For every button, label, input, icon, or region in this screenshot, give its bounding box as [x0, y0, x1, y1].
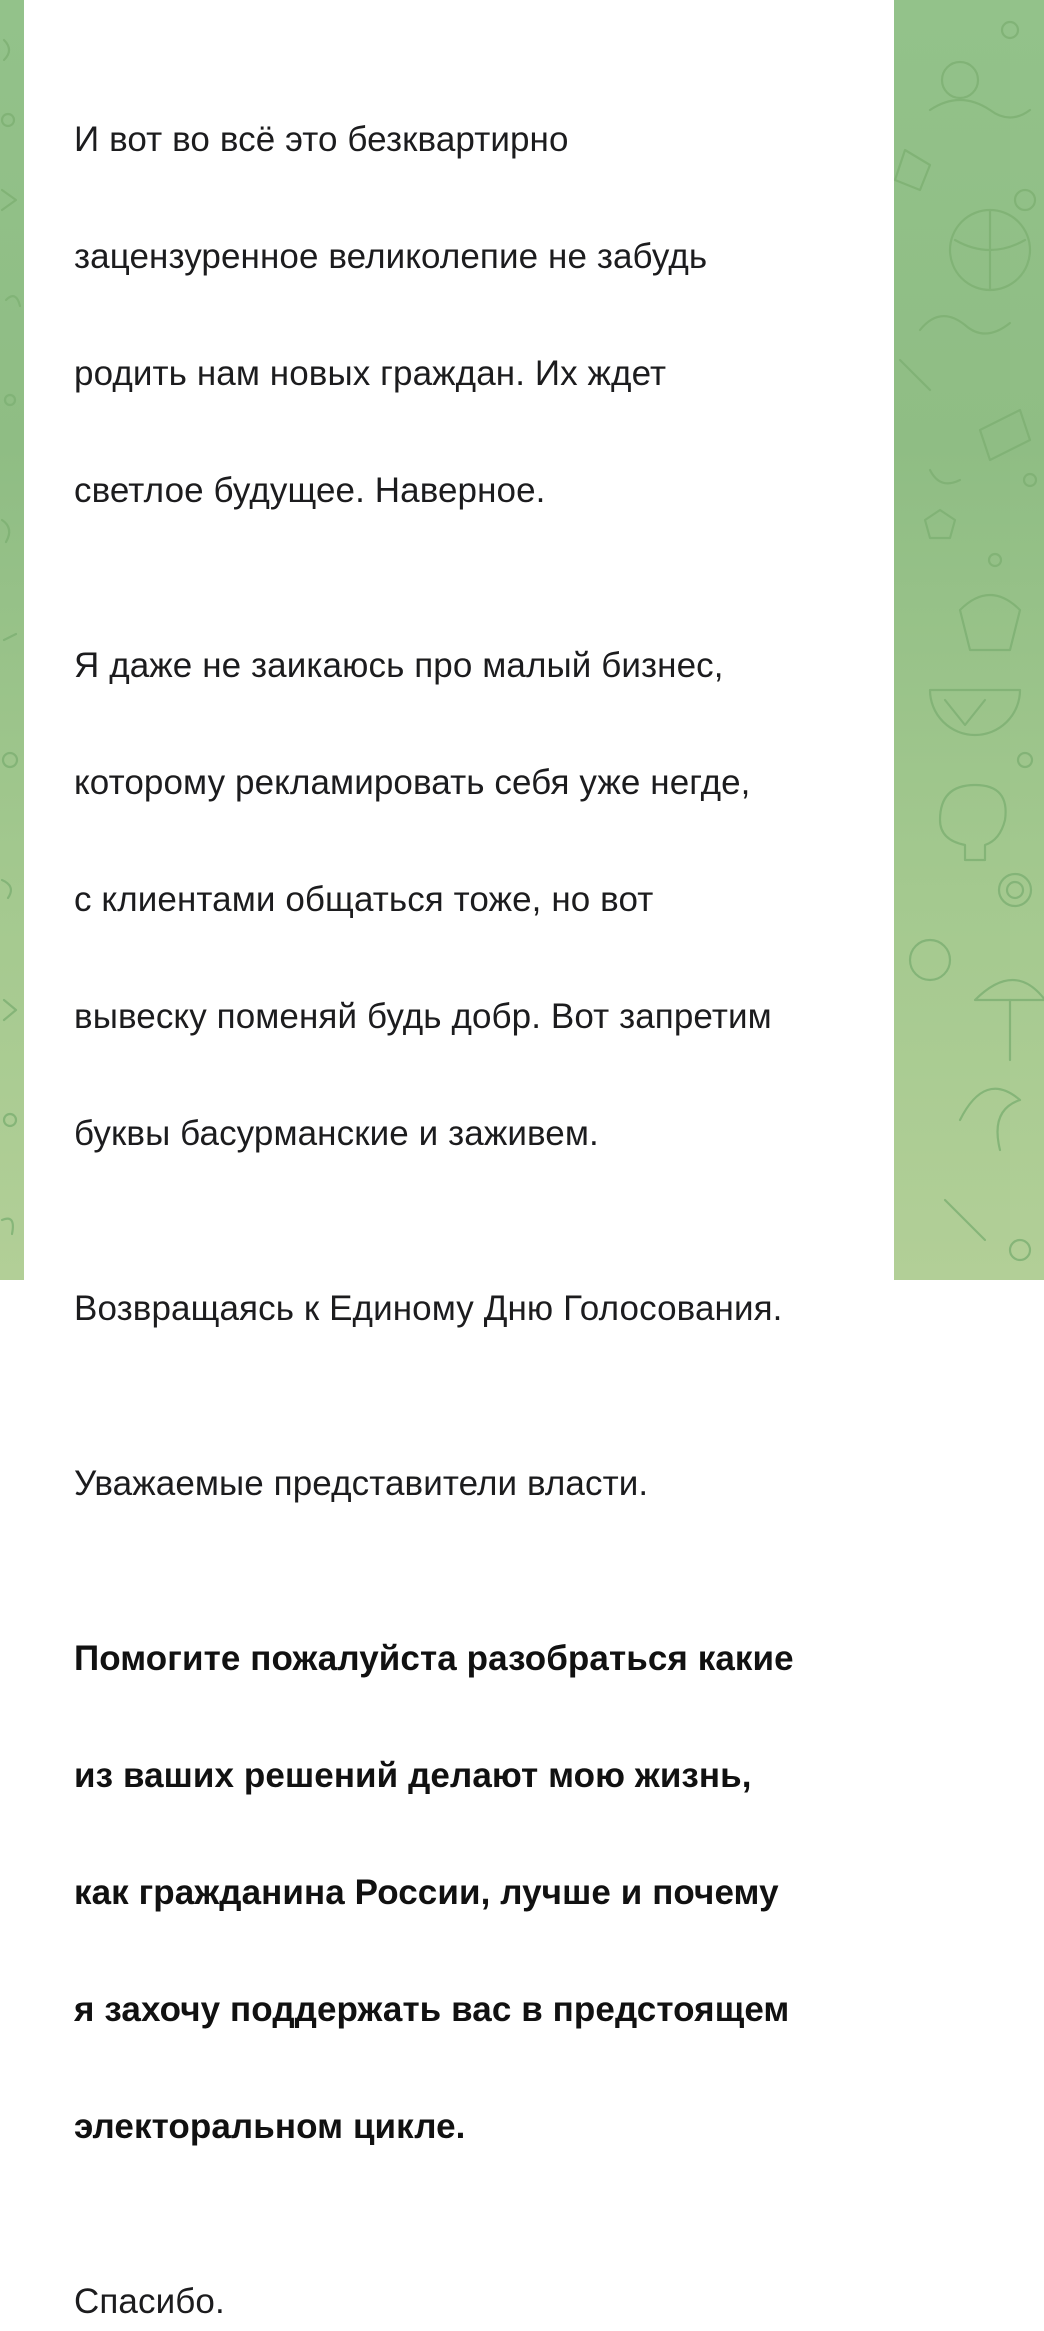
message-paragraph-bold	[74, 1571, 894, 2156]
message-bubble[interactable]	[24, 0, 894, 2321]
message-line: из ваших решений делают мою жизнь,	[74, 1755, 752, 1795]
message-line: Спасибо.	[74, 2281, 225, 2321]
message-line: я захочу поддержать вас в предстоящем	[74, 1989, 790, 2029]
message-line: с клиентами общаться тоже, но вот	[74, 879, 654, 919]
message-line: как гражданина России, лучше и почему	[74, 1872, 779, 1912]
message-line: буквы басурманские и заживем.	[74, 1113, 599, 1153]
message-line: зацензуренное великолепие не забудь	[74, 236, 708, 276]
message-line: которому рекламировать себя уже негде,	[74, 762, 751, 802]
message-line: Я даже не заикаюсь про малый бизнес,	[74, 645, 724, 685]
message-line: Помогите пожалуйста разобраться какие	[74, 1638, 794, 1678]
message-paragraph	[74, 1396, 894, 1513]
message-line: И вот во всё это безквартирно	[74, 119, 569, 159]
message-paragraph	[74, 52, 894, 520]
message-paragraph	[74, 2214, 894, 2331]
message-line: Возвращаясь к Единому Дню Голосования.	[74, 1288, 783, 1328]
message-line: электоральном цикле.	[74, 2106, 466, 2146]
message-line: вывеску поменяй будь добр. Вот запретим	[74, 996, 772, 1036]
message-line: Уважаемые представители власти.	[74, 1463, 649, 1503]
message-paragraph	[74, 578, 894, 1163]
message-line: родить нам новых граждан. Их ждет	[74, 353, 667, 393]
message-line: светлое будущее. Наверное.	[74, 470, 546, 510]
